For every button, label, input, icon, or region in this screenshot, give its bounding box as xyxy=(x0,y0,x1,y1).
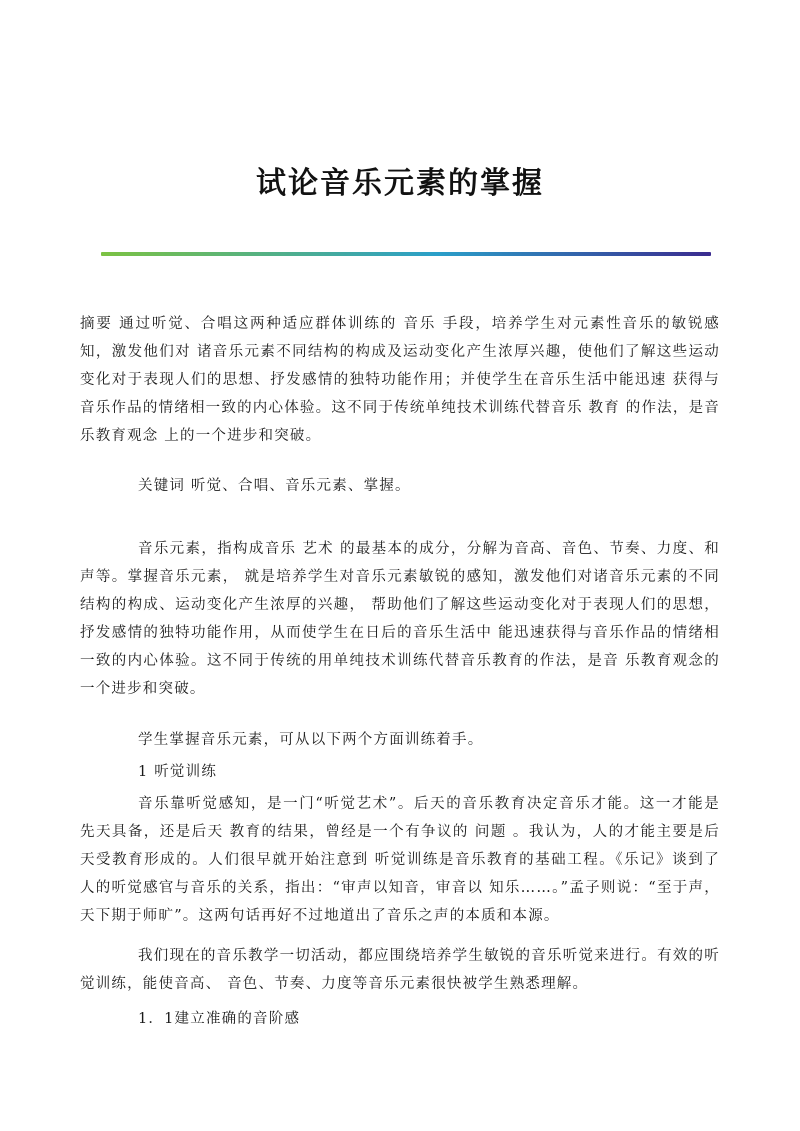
body-paragraph-3: 音乐靠听觉感知，是一门“听觉艺术”。后天的音乐教育决定音乐才能。这一才能是先天具备，还是后天 教育的结果，曾经是一个有争议的 问题 。我认为，人的才能主要是后天受教育形成的。人们很早就开始注意到 听觉训练是音乐教育的基础工程。《乐记》谈到了人的听觉感官与音乐的关系，指出：“审声以知音，审音以 知乐……。”孟子则说：“至于声，天下期于师旷”。这两句话再好不过地道出了音乐之声的本质和本源。 xyxy=(80,796,720,924)
document-title: 试论音乐元素的掌握 xyxy=(256,166,544,201)
body-paragraph-1: 音乐元素，指构成音乐 艺术 的最基本的成分，分解为音高、音色、节奏、力度、和声等。掌握音乐元素， 就是培养学生对音乐元素敏锐的感知，激发他们对诸音乐元素的不同结构的构成、运动变化产生浓厚的兴趣， 帮助他们了解这些运动变化对于表现人们的思想，抒发感情的独特功能作用，从而使学生在日后的音乐生活中 能迅速获得与音乐作品的情绪相一致的内心体验。这不同于传统的用单纯技术训练代替音乐教育的作法，是音 乐教育观念的一个进步和突破。 xyxy=(80,541,720,697)
keywords-line: 关键词 听觉、合唱、音乐元素、掌握。 xyxy=(138,478,411,494)
body-paragraph-4: 我们现在的音乐教学一切活动，都应围绕培养学生敏锐的音乐听觉来进行。有效的听觉训练，能使音高、 音色、节奏、力度等音乐元素很快被学生熟悉理解。 xyxy=(80,948,720,992)
section-heading-listening-training: 1 听觉训练 xyxy=(138,764,218,780)
body-paragraph-2: 学生掌握音乐元素，可从以下两个方面训练着手。 xyxy=(138,732,484,748)
abstract-paragraph: 摘要 通过听觉、合唱这两种适应群体训练的 音乐 手段，培养学生对元素性音乐的敏锐感知，激发他们对 诸音乐元素不同结构的构成及运动变化产生浓厚兴趣，使他们了解这些运动变化对于表现人们的思想、抒发感情的独特功能作用；并使学生在音乐生活中能迅速 获得与音乐作品的情绪相一致的内心体验。这不同于传统单纯技术训练代替音乐 教育 的作法，是音乐教育观念 上的一个进步和突破。 xyxy=(80,316,720,444)
title-underline-rule xyxy=(101,252,711,256)
subsection-heading-scale-sense: 1．1建立准确的音阶感 xyxy=(138,1011,301,1027)
